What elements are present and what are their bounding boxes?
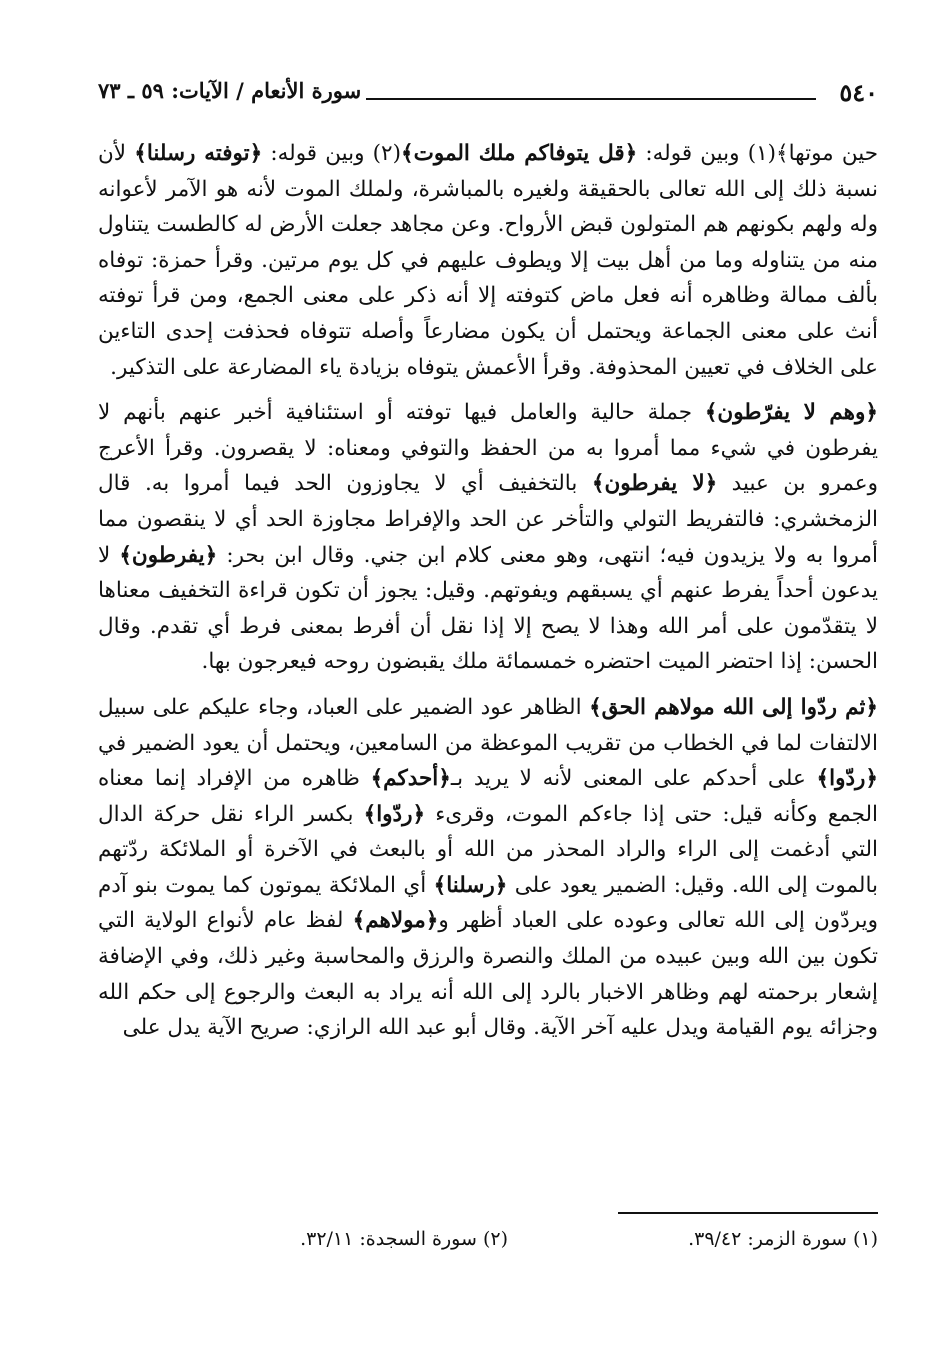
text-run: (١) <box>747 141 777 166</box>
quran-quote: ﴿يفرطون﴾ <box>119 542 218 568</box>
quran-quote: ﴿توفته رسلنا﴾ <box>134 141 263 166</box>
page-number: ٥٤٠ <box>839 78 878 107</box>
paragraph-2 <box>98 395 878 680</box>
text-run: الظاهر عود الضمير على العباد، وجاء عليكم على سبيل الالتفات لما في الخطاب من تقريب الموعظة من السامعين، ويحتمل أن يعود الضمير في <box>98 694 878 756</box>
text-run: لأن نسبة ذلك إلى الله تعالى بالحقيقة ولغيره بالمباشرة، ولملك الموت لأنه هو الآمر لأعوانه وله ولهم بكونهم هم المتولون قبض الأرواح. وعن مجاهد جعلت الأرض له كالطست يتناول منه من يتناوله وما من أهل بيت إلا ويطوف عليهم في كل يوم مرتين. وقرأ حمزة: توفاه بألف ممالة وظاهره أنه فعل ماض كتوفته إلا أنه ذكر على معنى الجمع، ومن قرأ توفته أنث على معنى الجماعة ويحتمل أن يكون مضارعاً وأصله تتوفاه فحذفت إحدى التاءين على الخلاف في تعيين المحذوفة. وقرأ الأعمش يتوفاه بزيادة ياء المضارعة على التذكير. <box>98 141 878 380</box>
page-body <box>98 136 878 1046</box>
quran-quote: ﴿أحدكم﴾ <box>370 766 451 792</box>
text-run: بكسر الراء نقل حركة الدال التي أدغمت إلى الراء والراد المحذر من الله أو بالبعث في الآخرة أو الملائكة ردّتهم بالموت إلى الله. وقيل: الضمير يعود على <box>98 801 878 898</box>
quran-quote: ﴿ردّوا﴾ <box>816 766 879 792</box>
footnote-rule <box>618 1212 878 1214</box>
quran-quote: ﴿مولاهم﴾ <box>352 908 439 934</box>
text-run: لا يدعون أحداً يفرط عنهم أي يسبقهم ويفوتهم. وقيل: يجوز أن تكون قراءة التخفيف معناها لا يتقدّمون على أمر الله وهذا لا يصح إلا إذا نقل أن أفرط بمعنى فرط أي تقدم. وقال الحسن: إذا احتضر الميت احتضره خمسمائة ملك يقبضون روحه فيعرجون بها. <box>98 542 878 675</box>
footnotes <box>98 1228 878 1258</box>
text-run: (٢) <box>372 141 401 166</box>
page-header <box>98 78 878 112</box>
quran-quote: ﴿ثم ردّوا إلى الله مولاهم الحق﴾ <box>589 694 878 720</box>
text-run: وبين قوله: <box>637 141 748 166</box>
text-run: ظاهره من الإفراد إنما معناه الجمع وكأنه قيل: حتى إذا جاءكم الموت، وقرىء <box>98 766 878 827</box>
paragraph-3 <box>98 690 878 1046</box>
text-run: بالتخفيف أي لا يجاوزون الحد فيما أمروا به. قال الزمخشري: فالتفريط التولي والتأخر عن الحد والإفراط مجاوزة الحد أي لا ينقصون مما أمروا به ولا يزيدون فيه؛ انتهى، وهو معنى كلام ابن جني. وقال ابن بحر: <box>98 471 878 568</box>
text-run: جملة حالية والعامل فيها توفته أو استئنافية أخبر عنهم بأنهم لا يفرطون في شيء مما أمروا به من الحفظ والتوفي ومعناه: لا يقصرون. وقرأ الأعرج وعمرو بن عبيد <box>98 400 878 497</box>
quran-quote: ﴿ردّوا﴾ <box>363 801 426 827</box>
text-run: حين موتها﴾ <box>776 141 879 166</box>
quran-quote: ﴿رسلنا﴾ <box>433 872 508 898</box>
text-run: لفظ عام لأنواع الولاية التي تكون بين الله وبين عبيده من الملك والنصرة والرزق والمحاسبة وغير ذلك، وفي الإضافة إشعار برحمته لهم وظاهر الاخبار بالرد إلى الله أنه يراد به البعث والرجوع إلى حكم الله وجزائه يوم القيامة ويدل عليه آخر الآية. وقال أبو عبد الله الرازي: صريح الآية يدل على <box>98 908 878 1041</box>
footnote-1: (١) سورة الزمر: ٣٩/٤٢. <box>688 1228 878 1250</box>
text-run: على أحدكم على المعنى لأنه لا يريد بـ <box>450 766 817 792</box>
paragraph-1 <box>98 136 878 385</box>
running-head: سورة الأنعام / الآيات: ٥٩ ـ ٧٣ <box>98 78 362 103</box>
text-run: وبين قوله: <box>262 141 373 166</box>
text-run: أي الملائكة يموتون كما يموت بنو آدم ويردّون إلى الله تعالى وعوده على العباد أظهر و <box>98 872 878 934</box>
quran-quote: ﴿قل يتوفاكم ملك الموت﴾ <box>401 141 638 166</box>
footnote-2: (٢) سورة السجدة: ٣٢/١١. <box>300 1228 508 1250</box>
quran-quote: ﴿لا يفرطون﴾ <box>591 471 718 497</box>
quran-quote: ﴿وهم لا يفرّطون﴾ <box>704 400 878 426</box>
page <box>98 78 878 1278</box>
header-rule <box>366 98 816 100</box>
